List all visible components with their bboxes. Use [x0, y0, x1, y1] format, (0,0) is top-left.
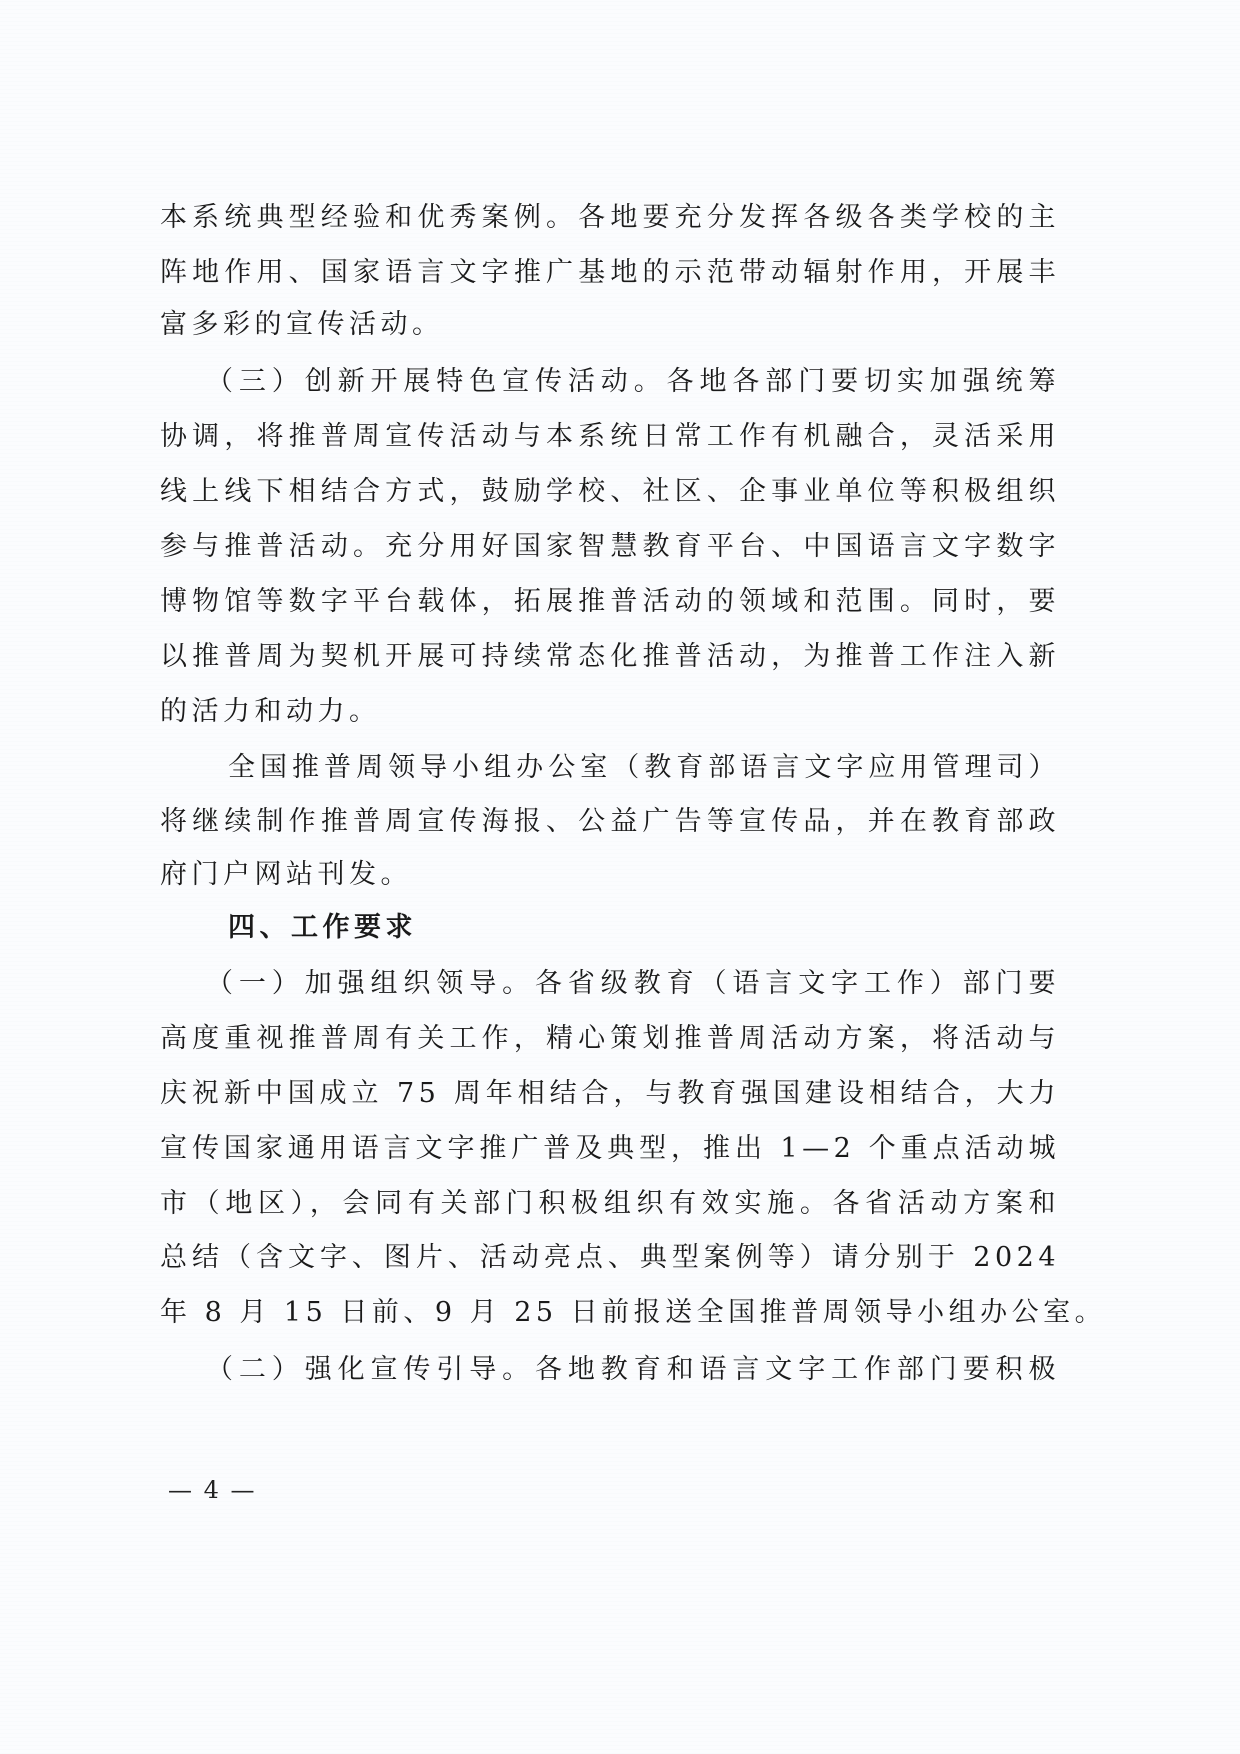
subsection-heading-line: （三）创新开展特色宣传活动。各地各部门要切实加强统筹 [206, 366, 1060, 397]
paragraph-line: 年 8 月 15 日前、9 月 25 日前报送全国推普周领导小组办公室。 [160, 1297, 1107, 1328]
paragraph-line: 全国推普周领导小组办公室（教育部语言文字应用管理司） [228, 752, 1060, 783]
paragraph-line: 府门户网站刊发。 [160, 859, 412, 890]
paragraph-line: 本系统典型经验和优秀案例。各地要充分发挥各级各类学校的主 [160, 202, 1060, 233]
section-heading: 四、工作要求 [228, 912, 417, 943]
paragraph-line: 宣传国家通用语言文字推广普及典型，推出 1—2 个重点活动城 [160, 1133, 1060, 1164]
paragraph-line: 阵地作用、国家语言文字推广基地的示范带动辐射作用，开展丰 [160, 257, 1060, 288]
paragraph-line: 富多彩的宣传活动。 [160, 309, 444, 340]
paragraph-line: 市（地区），会同有关部门积极组织有效实施。各省活动方案和 [160, 1188, 1060, 1219]
paragraph-line: 庆祝新中国成立 75 周年相结合，与教育强国建设相结合，大力 [160, 1078, 1060, 1109]
paragraph-line: 线上线下相结合方式，鼓励学校、社区、企事业单位等积极组织 [160, 476, 1060, 507]
paragraph-line: 参与推普活动。充分用好国家智慧教育平台、中国语言文字数字 [160, 531, 1060, 562]
paragraph-line: 以推普周为契机开展可持续常态化推普活动，为推普工作注入新 [160, 641, 1060, 672]
subsection-heading-line: （一）加强组织领导。各省级教育（语言文字工作）部门要 [206, 968, 1060, 999]
paragraph-line: 总结（含文字、图片、活动亮点、典型案例等）请分别于 2024 [160, 1242, 1060, 1273]
subsection-heading-line: （二）强化宣传引导。各地教育和语言文字工作部门要积极 [206, 1354, 1060, 1385]
paragraph-line: 的活力和动力。 [160, 696, 381, 727]
page-number: — 4 — [168, 1476, 257, 1504]
paragraph-line: 协调，将推普周宣传活动与本系统日常工作有机融合，灵活采用 [160, 421, 1060, 452]
paragraph-line: 将继续制作推普周宣传海报、公益广告等宣传品，并在教育部政 [160, 806, 1060, 837]
paragraph-line: 高度重视推普周有关工作，精心策划推普周活动方案，将活动与 [160, 1023, 1060, 1054]
paragraph-line: 博物馆等数字平台载体，拓展推普活动的领域和范围。同时，要 [160, 586, 1060, 617]
